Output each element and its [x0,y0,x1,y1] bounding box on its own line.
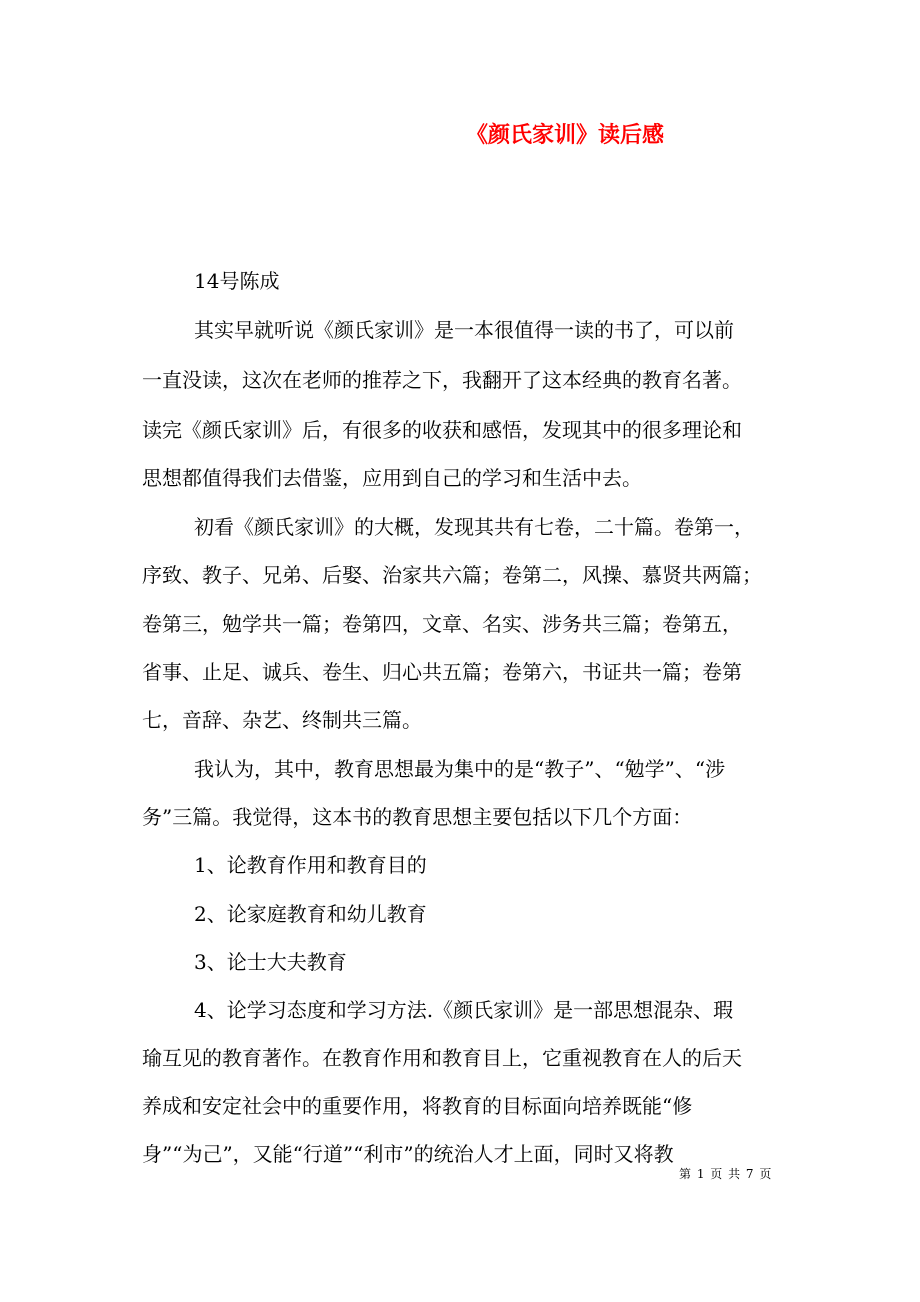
paragraph-line: 身”“为己”，又能“行道”“利市”的统治人才上面，同时又将教 [142,1142,674,1166]
paragraph-line: 省事、止足、诚兵、卷生、归心共五篇；卷第六，书证共一篇；卷第 [142,660,742,684]
paragraph-line: 初看《颜氏家训》的大概，发现其共有七卷，二十篇。卷第一， [194,515,754,539]
page-number: 第 1 页 共 7 页 [679,1167,772,1181]
paragraph-line: 卷第三，勉学共一篇；卷第四，文章、名实、涉务共三篇；卷第五， [142,612,742,636]
paragraph-line: 4、论学习态度和学习方法.《颜氏家训》是一部思想混杂、瑕 [194,998,734,1022]
paragraph-line: 其实早就听说《颜氏家训》是一本很值得一读的书了，可以前 [194,318,734,342]
paragraph-line: 思想都值得我们去借鉴，应用到自己的学习和生活中去。 [142,466,642,490]
paragraph-line: 读完《颜氏家训》后，有很多的收获和感悟，发现其中的很多理论和 [142,418,742,442]
document-title: 《颜氏家训》读后感 [466,122,665,148]
paragraph-line: 七，音辞、杂艺、终制共三篇。 [142,708,422,732]
author-line: 14号陈成 [194,269,280,293]
paragraph-line: 一直没读，这次在老师的推荐之下，我翻开了这本经典的教育名著。 [142,368,742,392]
paragraph-line: 瑜互见的教育著作。在教育作用和教育目上，它重视教育在人的后天 [142,1046,742,1070]
list-item: 2、论家庭教育和幼儿教育 [194,902,427,926]
paragraph-line: 务”三篇。我觉得，这本书的教育思想主要包括以下几个方面： [142,805,693,829]
paragraph-line: 序致、教子、兄弟、后娶、治家共六篇；卷第二，风操、慕贤共两篇； [142,563,762,587]
paragraph-line: 我认为，其中，教育思想最为集中的是“教子”、“勉学”、“涉 [194,757,726,781]
list-item: 3、论士大夫教育 [194,950,347,974]
list-item: 1、论教育作用和教育目的 [194,853,427,877]
paragraph-line: 养成和安定社会中的重要作用，将教育的目标面向培养既能“修 [142,1094,693,1118]
